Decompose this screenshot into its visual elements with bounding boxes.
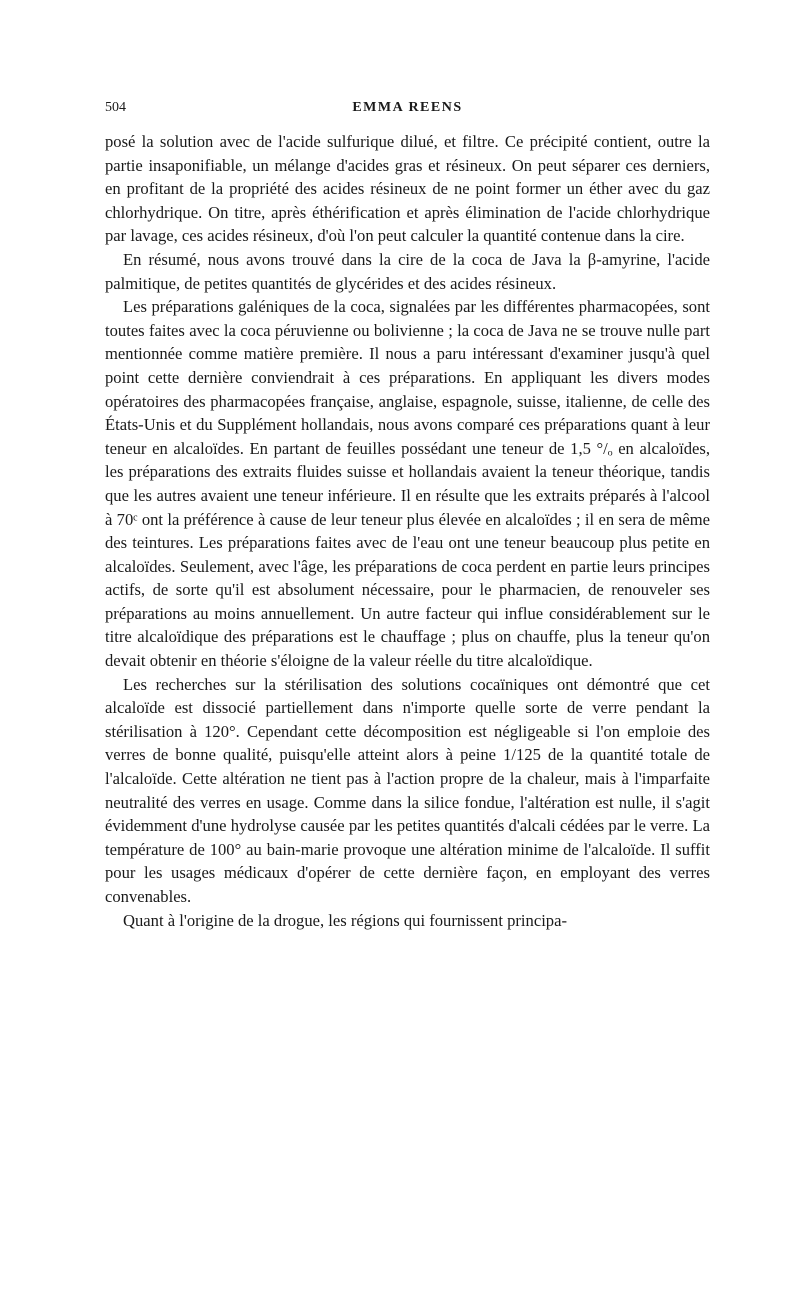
paragraph-galenic-preparations: Les préparations galéniques de la coca, signalées par les différentes pharmacopées, sont toutes faites avec la coca péruvienne ou bolivienne ; la coca de Java ne se trouve nulle part mentionnée comme matière première. Il nous a paru intéressant d'examiner jusqu'à quel point cette dernière conviendrait à ces préparations. En appliquant les divers modes opératoires des pharmacopées française, anglaise, espagnole, suisse, italienne, de celle des États-Unis et du Supplément hollandais, nous avons comparé ces préparations quant à leur teneur en alcaloïdes. En partant de feuilles possédant une teneur de 1,5 °/ₒ en alcaloïdes, les préparations des extraits fluides suisse et hollandais avaient la teneur théorique, tandis que les autres avaient une teneur inférieure. Il en résulte que les extraits préparés à l'alcool à 70ᶜ ont la préférence à cause de leur teneur plus élevée en alcaloïdes ; il en sera de même des teintures. Les préparations faites avec de l'eau ont une teneur beaucoup plus petite en alcaloïdes. Seulement, avec l'âge, les préparations de coca perdent en partie leurs principes actifs, de sorte qu'il est absolument nécessaire, pour le pharmacien, de renouveler ses préparations au moins annuellement. Un autre facteur qui influe considérablement sur le titre alcaloïdique des préparations est le chauffage ; plus on chauffe, plus la teneur qu'on devait obtenir en théorie s'éloigne de la valeur réelle du titre alcaloïdique. [105, 297, 710, 671]
body-text [105, 130, 710, 932]
book-page [105, 100, 710, 932]
page-header [105, 100, 710, 126]
paragraph-sterilisation: Les recherches sur la stérilisation des solutions cocaïniques ont démontré que cet alcaloïde est dissocié partiellement dans n'importe quelle sorte de verre pendant la stérilisation à 120°. Cependant cette décomposition est négligeable si l'on emploie des verres de bonne qualité, puisqu'elle atteint alors à peine 1/125 de la quantité totale de l'alcaloïde. Cette altération ne tient pas à l'action propre de la chaleur, mais à l'imparfaite neutralité des verres en usage. Comme dans la silice fondue, l'altération est nulle, il s'agit évidemment d'une hydrolyse causée par les petites quantités d'alcali cédées par le verre. La température de 100° au bain-marie provoque une altération minime de l'alcaloïde. Il suffit pour les usages médicaux d'opérer de cette dernière façon, en employant des verres convenables. [105, 674, 710, 906]
page-number: 504 [105, 100, 126, 115]
paragraph-summary: En résumé, nous avons trouvé dans la cire de la coca de Java la β-amyrine, l'acide palmitique, de petites quantités de glycérides et des acides résineux. [105, 249, 710, 293]
paragraph-origin: Quant à l'origine de la drogue, les régions qui fournissent principa- [123, 910, 567, 930]
running-head: EMMA REENS [352, 100, 463, 115]
paragraph-continued: posé la solution avec de l'acide sulfurique dilué, et filtre. Ce précipité contient, outre la partie insaponifiable, un mélange d'acides gras et résineux. On peut séparer ces derniers, en profitant de la propriété des acides résineux de ne point former un éther avec du gaz chlorhydrique. On titre, après éthérification et après élimination de l'acide chlorhydrique par lavage, ces acides résineux, d'où l'on peut calculer la quantité contenue dans la cire. [105, 132, 710, 246]
